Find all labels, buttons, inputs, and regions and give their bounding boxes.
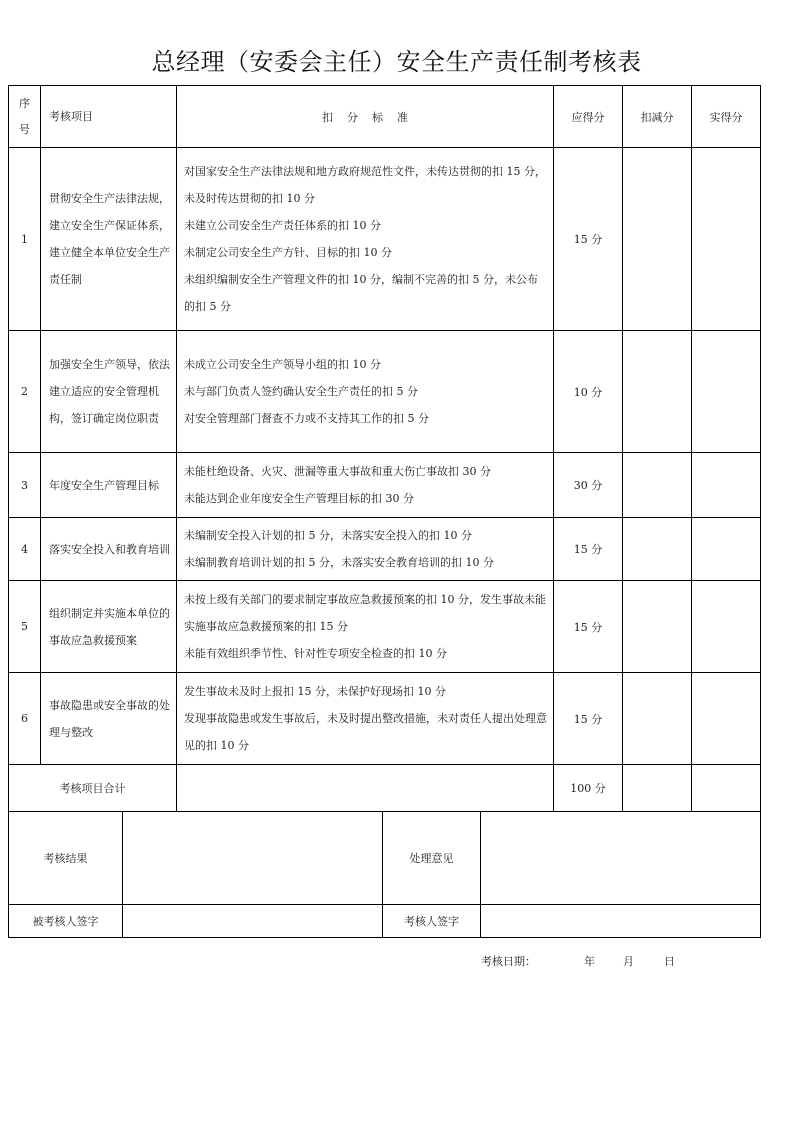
header-deducted: 扣减分 xyxy=(623,86,692,148)
row-due: 15 分 xyxy=(554,673,623,765)
row-deducted-input[interactable] xyxy=(623,148,692,331)
row-item: 年度安全生产管理目标 xyxy=(41,453,177,518)
total-due: 100 分 xyxy=(554,765,623,812)
row-due: 10 分 xyxy=(554,331,623,453)
header-actual: 实得分 xyxy=(692,86,761,148)
date-year: 年 xyxy=(584,955,595,968)
row-actual-input[interactable] xyxy=(692,453,761,518)
row-deducted-input[interactable] xyxy=(623,518,692,581)
row-actual-input[interactable] xyxy=(692,673,761,765)
signature-row xyxy=(9,905,761,938)
row-seq: 6 xyxy=(9,673,41,765)
row-item: 落实安全投入和教育培训 xyxy=(41,518,177,581)
row-due: 15 分 xyxy=(554,518,623,581)
total-actual-input[interactable] xyxy=(692,765,761,812)
row-actual-input[interactable] xyxy=(692,518,761,581)
row-due: 15 分 xyxy=(554,148,623,331)
page-title: 总经理（安委会主任）安全生产责任制考核表 xyxy=(151,48,642,76)
result-field[interactable] xyxy=(123,812,383,905)
table-row xyxy=(9,673,761,765)
header-row xyxy=(9,86,761,148)
row-criteria: 未按上级有关部门的要求制定事故应急救援预案的扣 10 分，发生事故未能实施事故应急救援预案的扣 15 分 未能有效组织季节性、针对性专项安全检查的扣 10 分 xyxy=(177,581,554,673)
row-deducted-input[interactable] xyxy=(623,453,692,518)
row-due: 30 分 xyxy=(554,453,623,518)
row-seq: 1 xyxy=(9,148,41,331)
total-row xyxy=(9,765,761,812)
date-day: 日 xyxy=(664,955,675,968)
assessee-sign-label: 被考核人签字 xyxy=(9,905,123,938)
assessor-sign-label: 考核人签字 xyxy=(383,905,481,938)
header-criteria: 扣分标准 xyxy=(322,110,422,124)
row-seq: 4 xyxy=(9,518,41,581)
row-item: 贯彻安全生产法律法规，建立安全生产保证体系，建立健全本单位安全生产责任制 xyxy=(41,148,177,331)
date-month: 月 xyxy=(623,955,634,968)
assessment-date xyxy=(474,940,675,969)
row-item: 事故隐患或安全事故的处理与整改 xyxy=(41,673,177,765)
table-row xyxy=(9,453,761,518)
total-deducted-input[interactable] xyxy=(623,765,692,812)
row-seq: 2 xyxy=(9,331,41,453)
row-deducted-input[interactable] xyxy=(623,673,692,765)
result-table xyxy=(8,811,761,938)
row-criteria: 未编制安全投入计划的扣 5 分，未落实安全投入的扣 10 分 未编制教育培训计划的扣 5 分，未落实安全教育培训的扣 10 分 xyxy=(177,518,554,581)
assessee-sign-field[interactable] xyxy=(123,905,383,938)
opinion-label: 处理意见 xyxy=(383,812,481,905)
row-seq: 3 xyxy=(9,453,41,518)
row-item: 组织制定并实施本单位的事故应急救援预案 xyxy=(41,581,177,673)
row-criteria: 未能杜绝设备、火灾、泄漏等重大事故和重大伤亡事故扣 30 分 未能达到企业年度安全生产管理目标的扣 30 分 xyxy=(177,453,554,518)
assessment-table xyxy=(8,85,761,812)
header-item: 考核项目 xyxy=(41,86,177,148)
header-due: 应得分 xyxy=(554,86,623,148)
table-row xyxy=(9,581,761,673)
row-actual-input[interactable] xyxy=(692,581,761,673)
row-deducted-input[interactable] xyxy=(623,581,692,673)
table-row xyxy=(9,331,761,453)
header-seq: 序 号 xyxy=(9,86,41,148)
total-criteria xyxy=(177,765,554,812)
table-row xyxy=(9,148,761,331)
row-item: 加强安全生产领导，依法建立适应的安全管理机构，签订确定岗位职责 xyxy=(41,331,177,453)
row-due: 15 分 xyxy=(554,581,623,673)
row-seq: 5 xyxy=(9,581,41,673)
row-criteria: 对国家安全生产法律法规和地方政府规范性文件，未传达贯彻的扣 15 分，未及时传达贯彻的扣 10 分 未建立公司安全生产责任体系的扣 10 分 未制定公司安全生产方针、目标的扣 10 分 未组织编制安全生产管理文件的扣 10 分，编制不完善的扣 5 分，未公布的扣 5 分 xyxy=(177,148,554,331)
row-criteria: 发生事故未及时上报扣 15 分，未保护好现场扣 10 分 发现事故隐患或发生事故后，未及时提出整改措施，未对责任人提出处理意见的扣 10 分 xyxy=(177,673,554,765)
date-label: 考核日期： xyxy=(481,955,536,968)
total-label: 考核项目合计 xyxy=(9,765,177,812)
row-deducted-input[interactable] xyxy=(623,331,692,453)
opinion-field[interactable] xyxy=(481,812,761,905)
row-actual-input[interactable] xyxy=(692,331,761,453)
assessor-sign-field[interactable] xyxy=(481,905,761,938)
result-label: 考核结果 xyxy=(9,812,123,905)
row-criteria: 未成立公司安全生产领导小组的扣 10 分 未与部门负责人签约确认安全生产责任的扣 5 分 对安全管理部门督查不力或不支持其工作的扣 5 分 xyxy=(177,331,554,453)
result-row xyxy=(9,812,761,905)
row-actual-input[interactable] xyxy=(692,148,761,331)
table-row xyxy=(9,518,761,581)
